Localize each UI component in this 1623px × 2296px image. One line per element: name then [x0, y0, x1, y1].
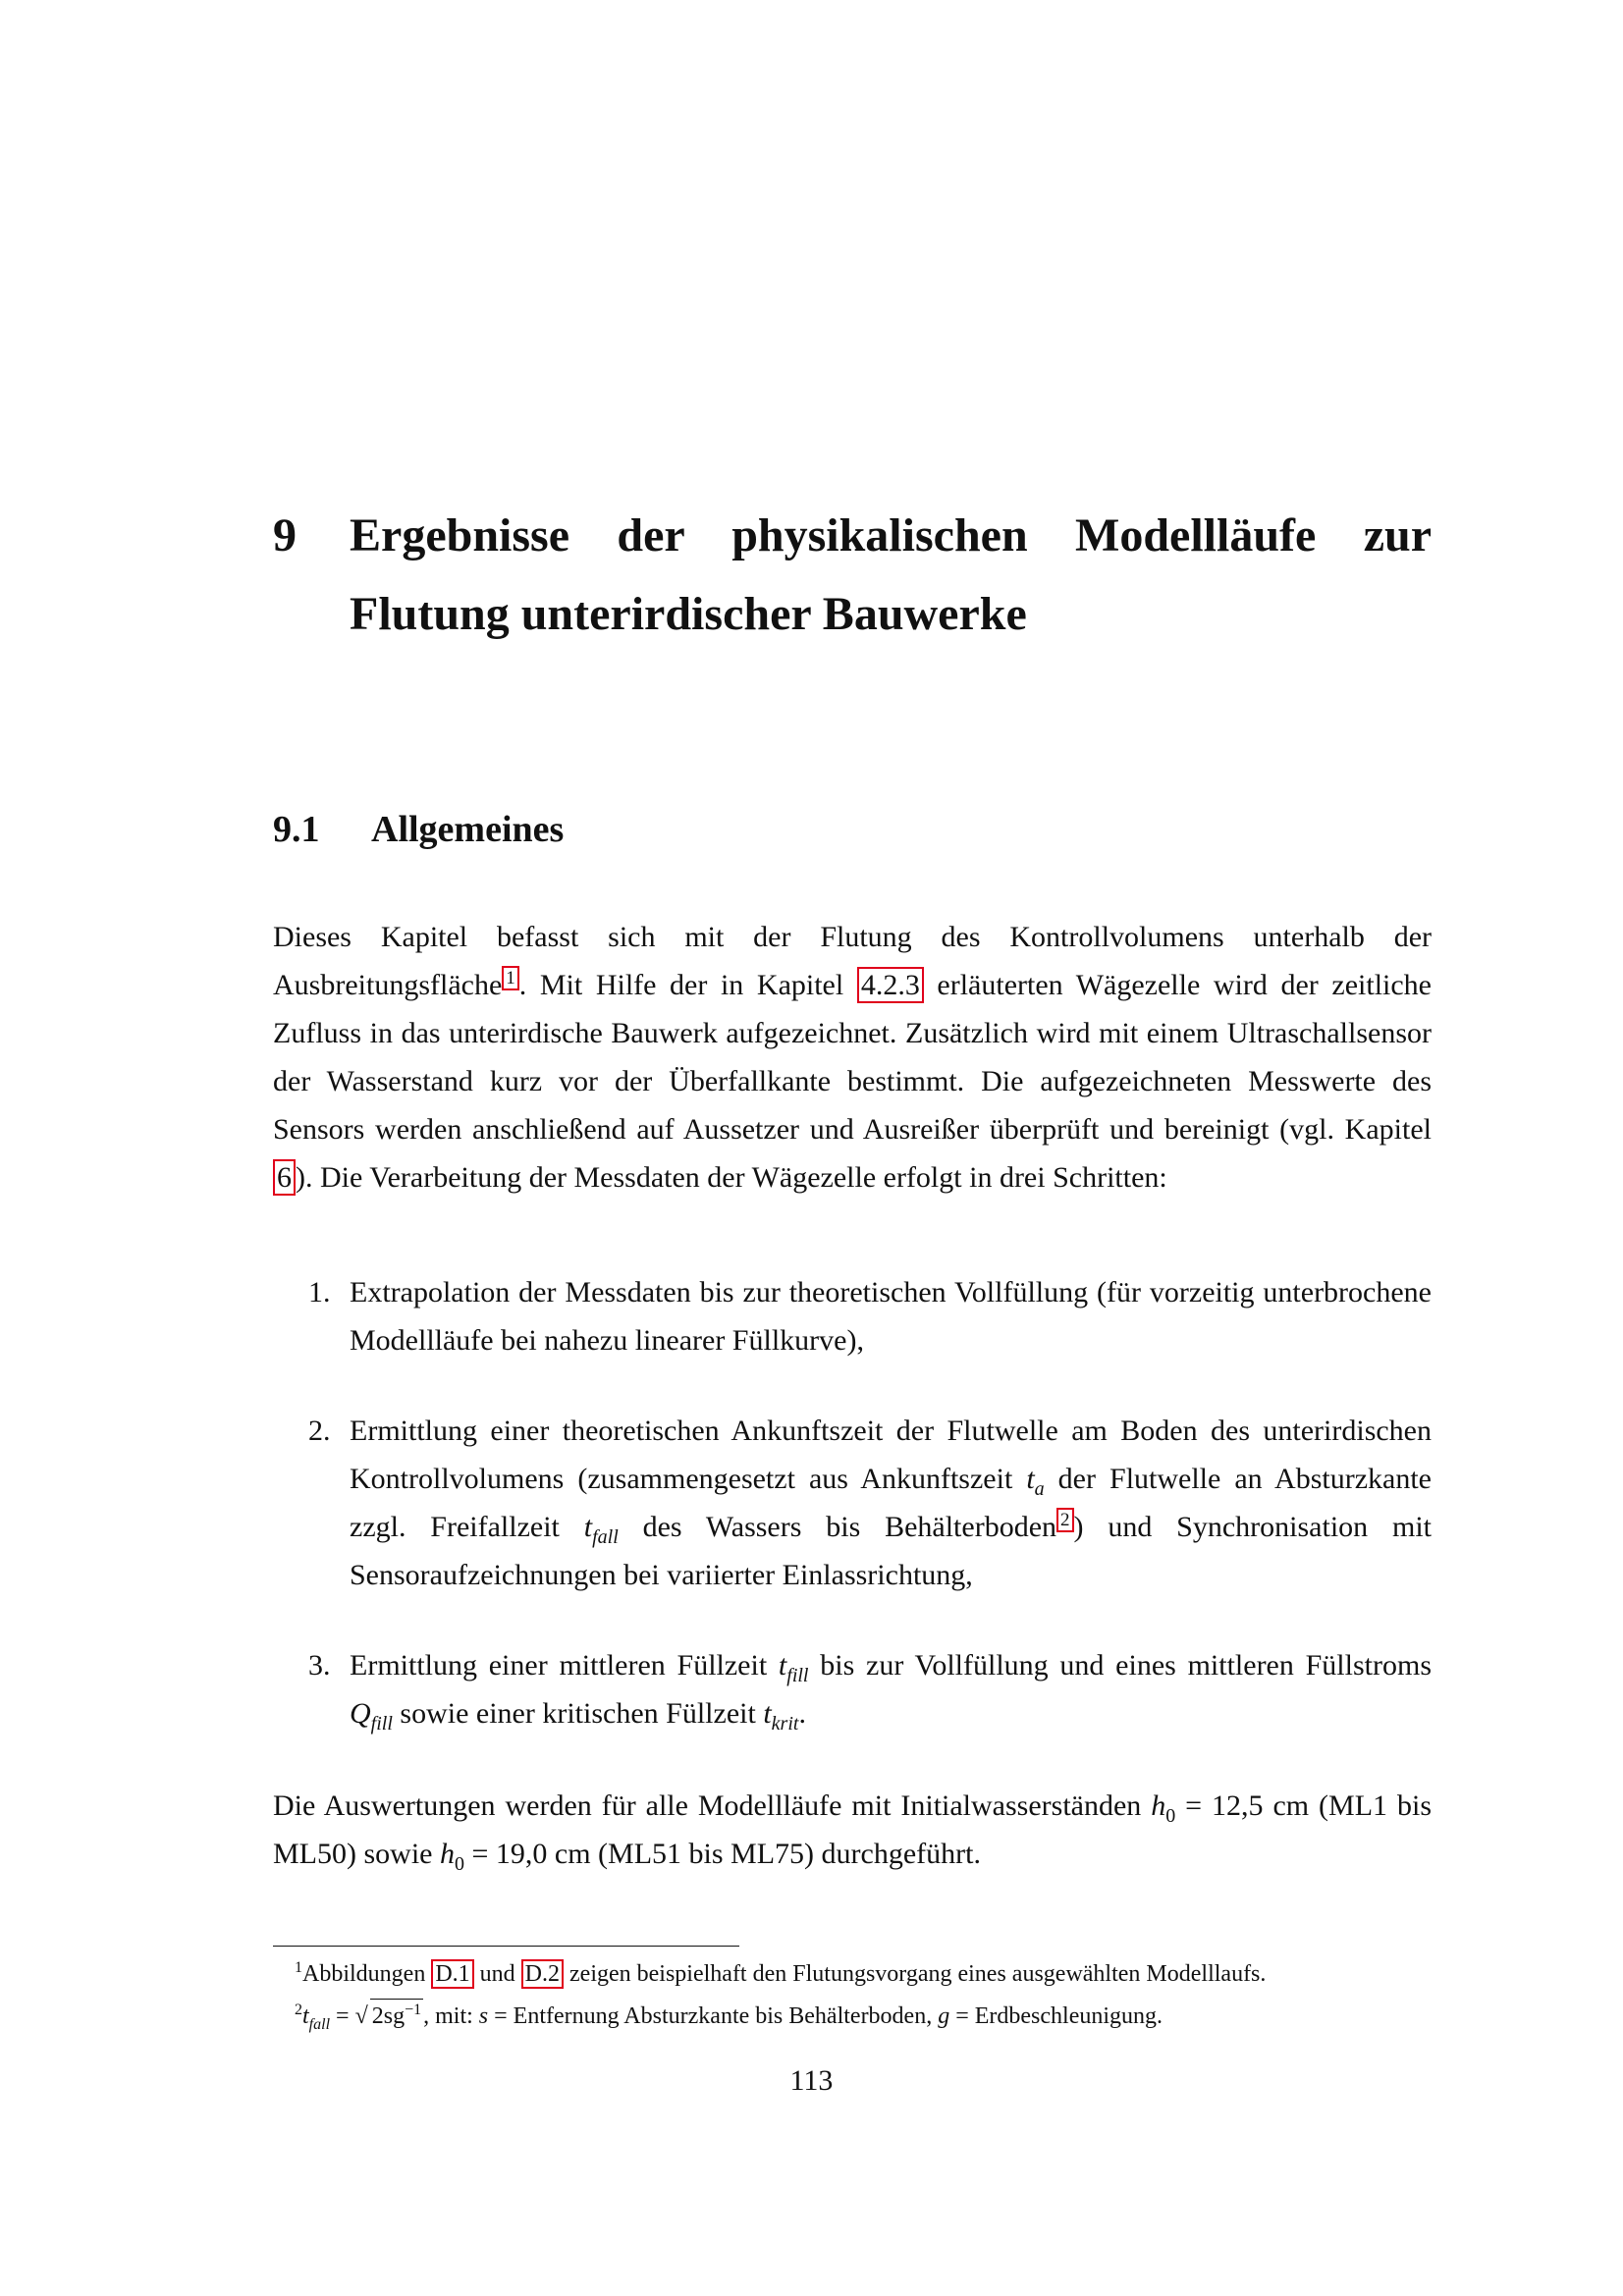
- chapter-number: 9: [273, 509, 297, 561]
- figure-link-d2[interactable]: D.2: [521, 1959, 564, 1989]
- list-item-number: 2.: [308, 1415, 331, 1447]
- figure-link-d1[interactable]: D.1: [431, 1959, 473, 1989]
- list-item-text: Extrapolation der Messdaten bis zur theoretischen Vollfüllung (für vorzeitig unterbrochene Modellläufe bei nahezu linearer Füllkurve),: [350, 1276, 1432, 1357]
- section-title: Allgemeines: [371, 809, 565, 850]
- sqrt-sign: √: [354, 2003, 368, 2029]
- list-item: [273, 1268, 1432, 1364]
- chapter-title: Ergebnisse der physikalischen Modellläufe zur Flutung unterirdischer Bauwerke: [350, 509, 1432, 640]
- sqrt-argument: $2sg^{-1}$: [370, 1999, 423, 2033]
- footnote-link-1[interactable]: 1: [502, 966, 519, 990]
- footnote-link-2[interactable]: 2: [1056, 1508, 1074, 1532]
- footnote-divider: [273, 1946, 739, 1947]
- chapter-link-4-2-3[interactable]: 4.2.3: [857, 967, 924, 1003]
- list-item: [273, 1407, 1432, 1599]
- list-item-text: Ermittlung einer mittleren Füllzeit $t_{fill}$ bis zur Vollfüllung und eines mittleren Füllstroms $Q_{fill}$ sowie einer kritischen Füllzeit $t_{krit}$.: [350, 1649, 1432, 1735]
- footnote-2: $^2t_{fall}$ = √ $2sg^{-1}$, mit: s = Entfernung Absturzkante bis Behälterboden, g = Erdbeschleunigung.: [295, 1999, 1163, 2033]
- list-item-number: 3.: [308, 1649, 331, 1682]
- chapter-link-6[interactable]: 6: [273, 1159, 296, 1196]
- list-item: [273, 1641, 1432, 1737]
- page-number: 113: [789, 2064, 834, 2097]
- section-number: 9.1: [273, 809, 320, 850]
- list-item-text: Ermittlung einer theoretischen Ankunftszeit der Flutwelle am Boden des unterirdischen Kontrollvolumens (zusammengesetzt aus Ankunftszeit $t_a$ der Flutwelle an Absturzkante zzgl. Freifallzeit $t_{fall}$ des Wassers bis Behälterboden $^2$ ) und Synchronisation mit Sensoraufzeichnungen bei variierter Einlassrichtung,: [350, 1415, 1433, 1591]
- footnote-1: $^1$Abbildungen D.1 und D.2 zeigen beispielhaft den Flutungsvorgang eines ausgewählten Modelllaufs.: [295, 1959, 1267, 1987]
- list-item-number: 1.: [308, 1276, 331, 1308]
- closing-paragraph: Die Auswertungen werden für alle Modellläufe mit Initialwasserständen $h_0 = 12,5$ cm (ML1 bis ML50) sowie $h_0 = 19,0$ cm (ML51 bis ML75) durchgeführt.: [273, 1789, 1432, 1875]
- intro-paragraph: Dieses Kapitel befasst sich mit der Flutung des Kontrollvolumens unterhalb der Ausbreitungsfläche $^1$ . Mit Hilfe der in Kapitel 4.2.3 erläuterten Wägezelle wird der zeitliche Zufluss in das unterirdische Bauwerk aufgezeichnet. Zusätzlich wird mit einem Ultraschallsensor der Wasserstand kurz vor der Überfallkante bestimmt. Die aufgezeichneten Messwerte des Sensors werden anschließend auf Aussetzer und Ausreißer überprüft und bereinigt (vgl. Kapitel 6 ). Die Verarbeitung der Messdaten der Wägezelle erfolgt in drei Schritten:: [273, 921, 1432, 1194]
